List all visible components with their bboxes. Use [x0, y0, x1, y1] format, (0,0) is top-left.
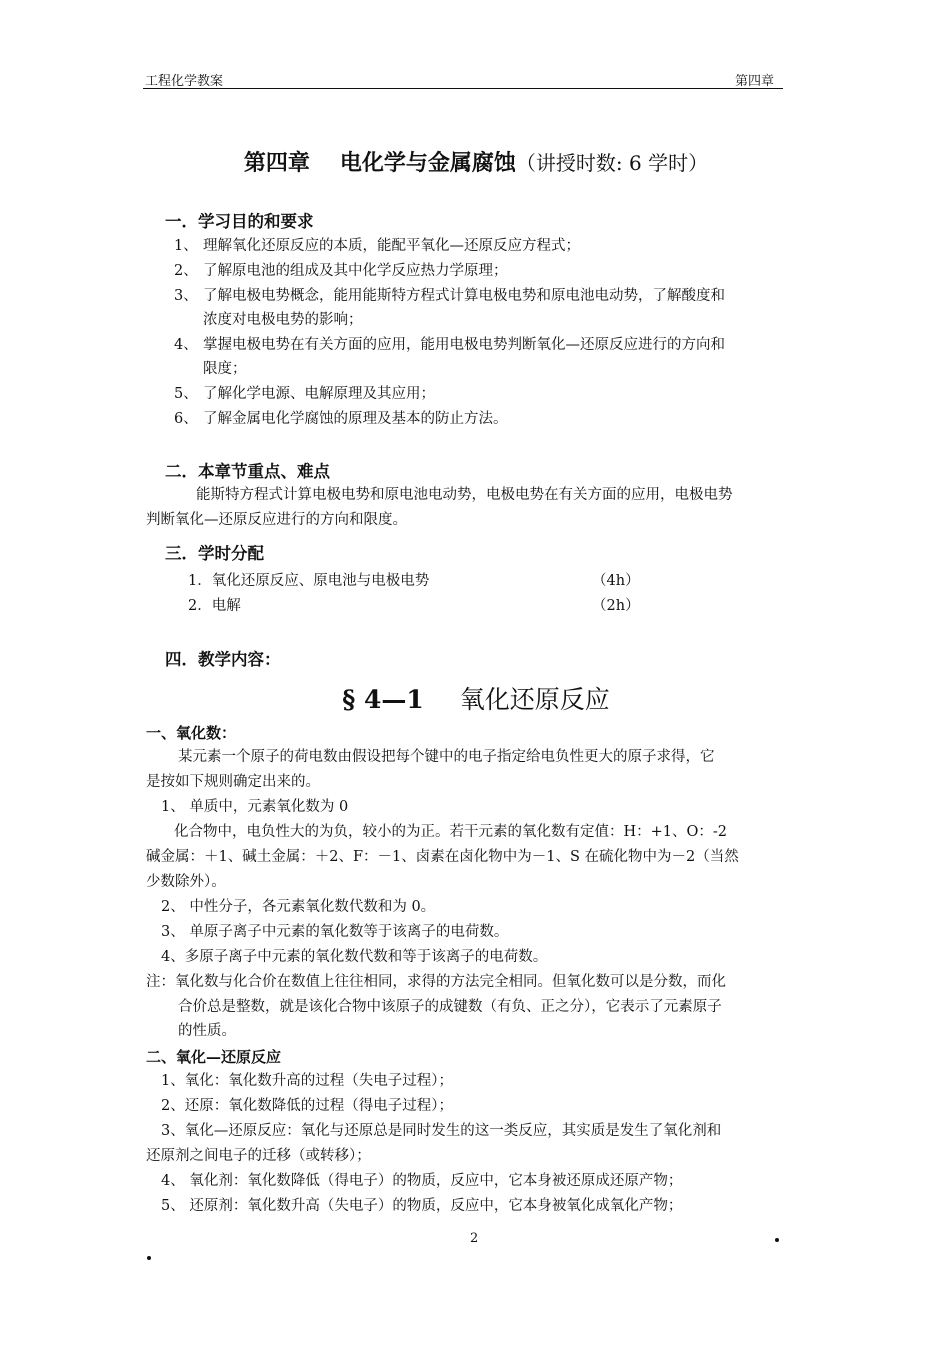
subheading-oxidation-number: 一、氧化数： — [146, 724, 237, 742]
rule-item: 4、多原子离子中元素的氧化数代数和等于该离子的电荷数。 — [161, 949, 548, 965]
objective-text-continued: 限度； — [203, 361, 247, 377]
section-title — [0, 680, 952, 716]
objective-number: 4、 — [174, 337, 198, 353]
objective-text: 掌握电极电势在有关方面的应用，能用电极电势判断氧化—还原反应进行的方向和 — [203, 337, 725, 353]
section-heading-content: 四．教学内容： — [165, 650, 281, 669]
section-heading-hours: 三．学时分配 — [165, 544, 264, 563]
objective-text: 了解原电池的组成及其中化学反应热力学原理； — [203, 263, 508, 279]
hours-value: （4h） — [592, 573, 640, 589]
objective-text: 了解金属电化学腐蚀的原理及基本的防止方法。 — [203, 411, 508, 427]
definition-line: 4、 氧化剂：氧化数降低（得电子）的物质，反应中，它本身被还原成还原产物； — [161, 1173, 683, 1189]
paragraph-line: 少数除外）。 — [146, 874, 226, 890]
header-rule — [143, 88, 783, 89]
paragraph-line: 是按如下规则确定出来的。 — [146, 774, 320, 790]
rule-item: 2、 中性分子，各元素氧化数代数和为 0。 — [161, 899, 436, 915]
note-line: 合价总是整数，就是该化合物中该原子的成键数（有负、正之分），它表示了元素原子 — [178, 999, 722, 1015]
rule-item: 1、 单质中，元素氧化数为 0 — [161, 799, 349, 815]
objective-text: 了解化学电源、电解原理及其应用； — [203, 386, 435, 402]
chapter-name: 电化学与金属腐蚀 — [339, 150, 516, 176]
definition-line: 5、 还原剂：氧化数升高（失电子）的物质，反应中，它本身被氧化成氧化产物； — [161, 1198, 683, 1214]
chapter-title — [0, 146, 952, 177]
chapter-hours: （讲授时数: 6 学时） — [515, 151, 709, 175]
section-number: § 4—1 — [342, 685, 424, 714]
objective-number: 6、 — [174, 411, 198, 427]
objective-number: 2、 — [174, 263, 198, 279]
paragraph-line: 碱金属：＋1、碱土金属：＋2、F：－1、卤素在卤化物中为－1、S 在硫化物中为－2（当然 — [146, 849, 739, 865]
page-number: 2 — [470, 1231, 479, 1246]
dot-mark — [147, 1256, 151, 1260]
paragraph-line: 化合物中，电负性大的为负，较小的为正。若干元素的氧化数有定值：H：+1、O：-2 — [174, 824, 728, 840]
paragraph-line: 某元素一个原子的荷电数由假设把每个键中的电子指定给电负性更大的原子求得，它 — [178, 749, 715, 765]
key-points-line: 能斯特方程式计算电极电势和原电池电动势，电极电势在有关方面的应用，电极电势 — [196, 487, 733, 503]
objective-number: 3、 — [174, 288, 198, 304]
key-points-line: 判断氧化—还原反应进行的方向和限度。 — [146, 512, 407, 528]
hours-item: 1．氧化还原反应、原电池与电极电势 — [188, 573, 430, 589]
rule-item: 3、 单原子离子中元素的氧化数等于该离子的电荷数。 — [161, 924, 509, 940]
hours-item: 2．电解 — [188, 598, 241, 614]
header-doc-title: 工程化学教案 — [145, 74, 224, 89]
note-line: 注：氧化数与化合价在数值上往往相同，求得的方法完全相同。但氧化数可以是分数，而化 — [146, 974, 726, 990]
objective-number: 5、 — [174, 386, 198, 402]
objective-text: 了解电极电势概念，能用能斯特方程式计算电极电势和原电池电动势，了解酸度和 — [203, 288, 725, 304]
section-name: 氧化还原反应 — [459, 685, 610, 714]
definition-line: 2、还原：氧化数降低的过程（得电子过程）； — [161, 1098, 453, 1114]
dot-mark — [775, 1238, 779, 1242]
definition-line: 还原剂之间电子的迁移（或转移）； — [146, 1148, 371, 1164]
definition-line: 1、氧化：氧化数升高的过程（失电子过程）； — [161, 1073, 453, 1089]
objective-number: 1、 — [174, 238, 198, 254]
objective-text-continued: 浓度对电极电势的影响； — [203, 312, 363, 328]
header-chapter: 第四章 — [735, 74, 775, 89]
definition-line: 3、氧化—还原反应：氧化与还原总是同时发生的这一类反应，其实质是发生了氧化剂和 — [161, 1123, 722, 1139]
chapter-number: 第四章 — [243, 150, 310, 176]
subheading-redox: 二、氧化—还原反应 — [146, 1048, 282, 1066]
objective-text: 理解氧化还原反应的本质，能配平氧化—还原反应方程式； — [203, 238, 580, 254]
hours-value: （2h） — [592, 598, 640, 614]
section-heading-key-points: 二．本章节重点、难点 — [165, 462, 330, 481]
note-line: 的性质。 — [178, 1023, 236, 1039]
section-heading-objectives: 一．学习目的和要求 — [165, 212, 314, 231]
